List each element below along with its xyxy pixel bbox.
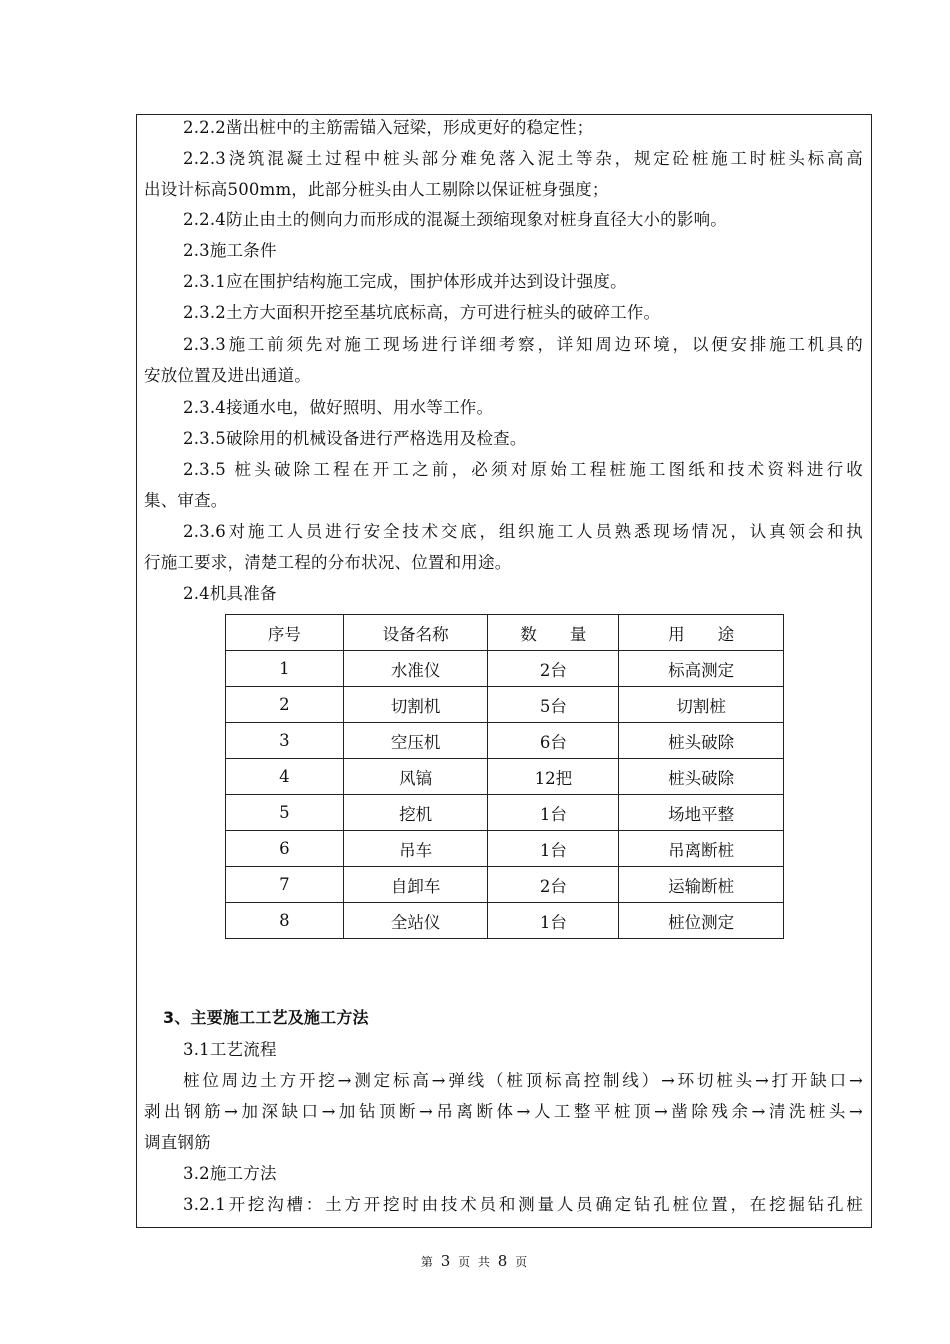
table-row <box>226 867 784 903</box>
cell-quantity: 1台 <box>488 795 619 831</box>
footer-suffix: 页 <box>515 1255 530 1269</box>
cell-purpose: 桩位测定 <box>619 903 784 939</box>
cell-index: 1 <box>226 651 344 687</box>
table-row <box>226 759 784 795</box>
section-line-4: 调直钢筋 <box>144 1133 211 1152</box>
footer-total-pages: 8 <box>497 1252 510 1270</box>
text-line-12: 2.3.5 桩头破除工程在开工之前，必须对原始工程桩施工图纸和技术资料进行收 <box>183 460 863 479</box>
header-index: 序号 <box>226 615 344 651</box>
cell-device-name: 全站仪 <box>343 903 488 939</box>
text-line-8: 2.3.3施工前须先对施工现场进行详细考察，详知周边环境，以便安排施工机具的 <box>183 335 863 354</box>
cell-device-name: 挖机 <box>343 795 488 831</box>
text-line-15: 行施工要求，清楚工程的分布状况、位置和用途。 <box>144 553 512 572</box>
table-row <box>226 687 784 723</box>
text-line-3: 出设计标高500mm，此部分桩头由人工剔除以保证桩身强度； <box>144 180 609 199</box>
section-line-3: 剥出钢筋→加深缺口→加钻顶断→吊离断体→人工整平桩顶→凿除残余→清洗桩头→ <box>144 1102 863 1121</box>
section-line-6: 3.2.1开挖沟槽：土方开挖时由技术员和测量人员确定钻孔桩位置，在挖掘钻孔桩 <box>183 1195 863 1214</box>
section-heading: 3、主要施工工艺及施工方法 <box>163 1008 369 1027</box>
section-line-2: 桩位周边土方开挖→测定标高→弹线（桩顶标高控制线）→环切桩头→打开缺口→ <box>183 1071 863 1090</box>
cell-index: 2 <box>226 687 344 723</box>
cell-device-name: 吊车 <box>343 831 488 867</box>
cell-quantity: 5台 <box>488 687 619 723</box>
cell-index: 4 <box>226 759 344 795</box>
cell-index: 6 <box>226 831 344 867</box>
header-quantity: 数 量 <box>488 615 619 651</box>
table-row <box>226 795 784 831</box>
cell-index: 7 <box>226 867 344 903</box>
page-footer <box>0 1252 950 1270</box>
cell-purpose: 吊离断桩 <box>619 831 784 867</box>
cell-device-name: 切割机 <box>343 687 488 723</box>
section-line-1: 3.1工艺流程 <box>183 1040 277 1059</box>
cell-device-name: 自卸车 <box>343 867 488 903</box>
header-device-name: 设备名称 <box>343 615 488 651</box>
cell-quantity: 6台 <box>488 723 619 759</box>
cell-index: 8 <box>226 903 344 939</box>
cell-quantity: 2台 <box>488 867 619 903</box>
text-line-1: 2.2.2凿出桩中的主筋需锚入冠梁，形成更好的稳定性； <box>183 118 594 137</box>
table-header-row <box>226 615 784 651</box>
text-line-6: 2.3.1应在围护结构施工完成，围护体形成并达到设计强度。 <box>183 272 627 291</box>
cell-device-name: 风镐 <box>343 759 488 795</box>
cell-quantity: 1台 <box>488 831 619 867</box>
cell-purpose: 桩头破除 <box>619 723 784 759</box>
cell-index: 5 <box>226 795 344 831</box>
cell-purpose: 场地平整 <box>619 795 784 831</box>
text-line-10: 2.3.4接通水电，做好照明、用水等工作。 <box>183 398 494 417</box>
cell-quantity: 12把 <box>488 759 619 795</box>
table-row <box>226 651 784 687</box>
cell-purpose: 桩头破除 <box>619 759 784 795</box>
footer-current-page: 3 <box>440 1252 453 1270</box>
table-row <box>226 723 784 759</box>
cell-quantity: 2台 <box>488 651 619 687</box>
footer-prefix: 第 <box>420 1255 435 1269</box>
section-line-5: 3.2施工方法 <box>183 1164 277 1183</box>
text-line-14: 2.3.6对施工人员进行安全技术交底，组织施工人员熟悉现场情况，认真领会和执 <box>183 522 863 541</box>
footer-middle: 页 共 <box>458 1255 492 1269</box>
cell-index: 3 <box>226 723 344 759</box>
text-line-2: 2.2.3浇筑混凝土过程中桩头部分难免落入泥土等杂，规定砼桩施工时桩头标高高 <box>183 149 863 168</box>
text-line-4: 2.2.4防止由土的侧向力而形成的混凝土颈缩现象对桩身直径大小的影响。 <box>183 210 727 229</box>
cell-purpose: 运输断桩 <box>619 867 784 903</box>
cell-device-name: 水准仪 <box>343 651 488 687</box>
equipment-table <box>225 614 784 939</box>
table-row <box>226 831 784 867</box>
text-line-11: 2.3.5破除用的机械设备进行严格选用及检查。 <box>183 429 527 448</box>
cell-device-name: 空压机 <box>343 723 488 759</box>
text-line-13: 集、审查。 <box>144 491 228 510</box>
text-line-5: 2.3施工条件 <box>183 241 277 260</box>
cell-purpose: 标高测定 <box>619 651 784 687</box>
text-line-7: 2.3.2土方大面积开挖至基坑底标高，方可进行桩头的破碎工作。 <box>183 303 661 322</box>
cell-purpose: 切割桩 <box>619 687 784 723</box>
text-line-16: 2.4机具准备 <box>183 584 277 603</box>
text-line-9: 安放位置及进出通道。 <box>144 366 311 385</box>
table-row <box>226 903 784 939</box>
header-purpose: 用 途 <box>619 615 784 651</box>
cell-quantity: 1台 <box>488 903 619 939</box>
